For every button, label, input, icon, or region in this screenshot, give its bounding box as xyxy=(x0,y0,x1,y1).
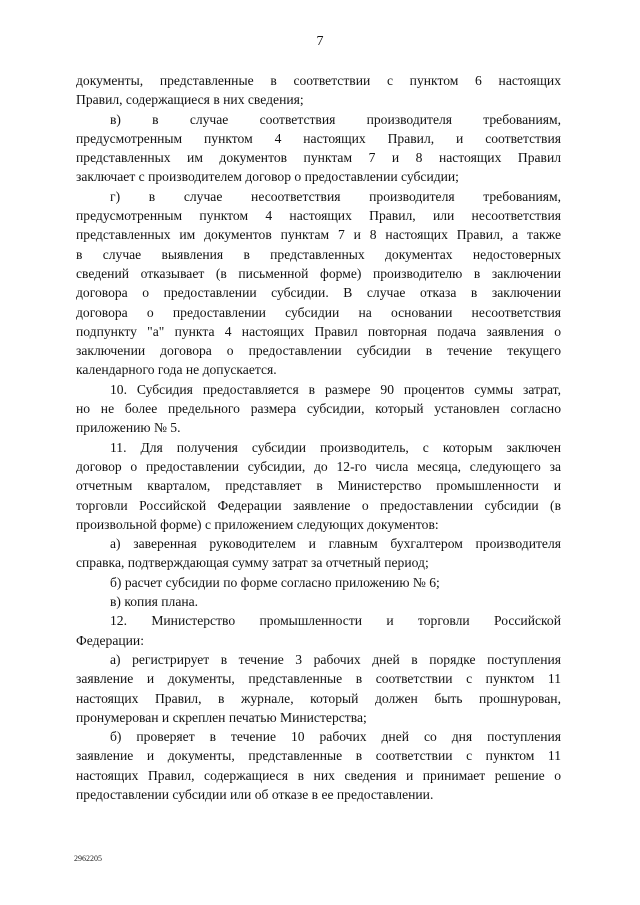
text-line: а) регистрирует в течение 3 рабочих дней в порядке поступления xyxy=(110,651,561,667)
text-line: в случае выявления в представленных документах недостоверных xyxy=(76,246,561,262)
text-line: а) заверенная руководителем и главным бухгалтером производителя xyxy=(110,536,561,552)
text-line: Правил, содержащиеся в них сведения; xyxy=(76,92,304,108)
text-line: календарного года не допускается. xyxy=(76,362,277,378)
text-line: г) в случае несоответствия производителя требованиям, xyxy=(110,188,561,204)
text-line: договора о предоставлении субсидии на основании несоответствия xyxy=(76,304,561,320)
text-line: в) в случае соответствия производителя требованиям, xyxy=(110,111,561,127)
text-line: предоставлении субсидии или об отказе в ее предоставлении. xyxy=(76,786,434,802)
text-line: заключает с производителем договор о предоставлении субсидии; xyxy=(76,169,459,185)
text-line: предусмотренным пунктом 4 настоящих Правил, или несоответствия xyxy=(76,208,561,224)
text-line: 11. Для получения субсидии производитель, с которым заключен xyxy=(110,439,561,455)
text-line: торговли Российской Федерации заявление о предоставлении субсидии (в xyxy=(76,497,561,513)
footer-code: 2962205 xyxy=(74,854,102,863)
text-line: 10. Субсидия предоставляется в размере 90 процентов суммы затрат, xyxy=(110,381,561,397)
text-line: договора о предоставлении субсидии. В случае отказа в заключении xyxy=(76,285,561,301)
text-line: б) расчет субсидии по форме согласно приложению № 6; xyxy=(110,574,440,590)
text-line: справка, подтверждающая сумму затрат за отчетный период; xyxy=(76,555,429,571)
text-line: подпункту "а" пункта 4 настоящих Правил повторная подача заявления о xyxy=(76,323,561,339)
text-line: настоящих Правил, содержащиеся в них сведения и принимает решение о xyxy=(76,767,561,783)
text-line: пронумерован и скреплен печатью Министерства; xyxy=(76,709,367,725)
text-line: договор о предоставлении субсидии, до 12-го числа месяца, следующего за xyxy=(76,458,561,474)
text-line: представленных им документов пунктам 7 и 8 настоящих Правил, а также xyxy=(76,227,561,243)
text-line: б) проверяет в течение 10 рабочих дней со дня поступления xyxy=(110,729,561,745)
text-line: сведений отказывает (в письменной форме) производителю в заключении xyxy=(76,265,561,281)
text-line: произвольной форме) с приложением следующих документов: xyxy=(76,516,439,532)
text-line: заключении договора о предоставлении субсидии в течение текущего xyxy=(76,343,561,359)
text-line: заявление и документы, представленные в соответствии с пунктом 11 xyxy=(76,748,561,764)
text-line: Федерации: xyxy=(76,632,144,648)
text-line: приложению № 5. xyxy=(76,420,181,436)
document-body xyxy=(76,71,561,804)
text-line: в) копия плана. xyxy=(110,594,199,610)
text-line: заявление и документы, представленные в соответствии с пунктом 11 xyxy=(76,671,561,687)
text-line: отчетным кварталом, представляет в Министерство промышленности и xyxy=(76,478,561,494)
text-line: но не более предельного размера субсидии, который установлен согласно xyxy=(76,401,561,417)
text-line: представленных им документов пунктам 7 и 8 настоящих Правил xyxy=(76,150,561,166)
text-line: 12. Министерство промышленности и торговли Российской xyxy=(110,613,561,629)
text-line: настоящих Правил, в журнале, который должен быть прошнурован, xyxy=(76,690,561,706)
page-number: 7 xyxy=(316,34,324,49)
text-line: предусмотренным пунктом 4 настоящих Правил, и соответствия xyxy=(76,130,561,146)
text-line: документы, представленные в соответствии с пунктом 6 настоящих xyxy=(76,73,561,88)
